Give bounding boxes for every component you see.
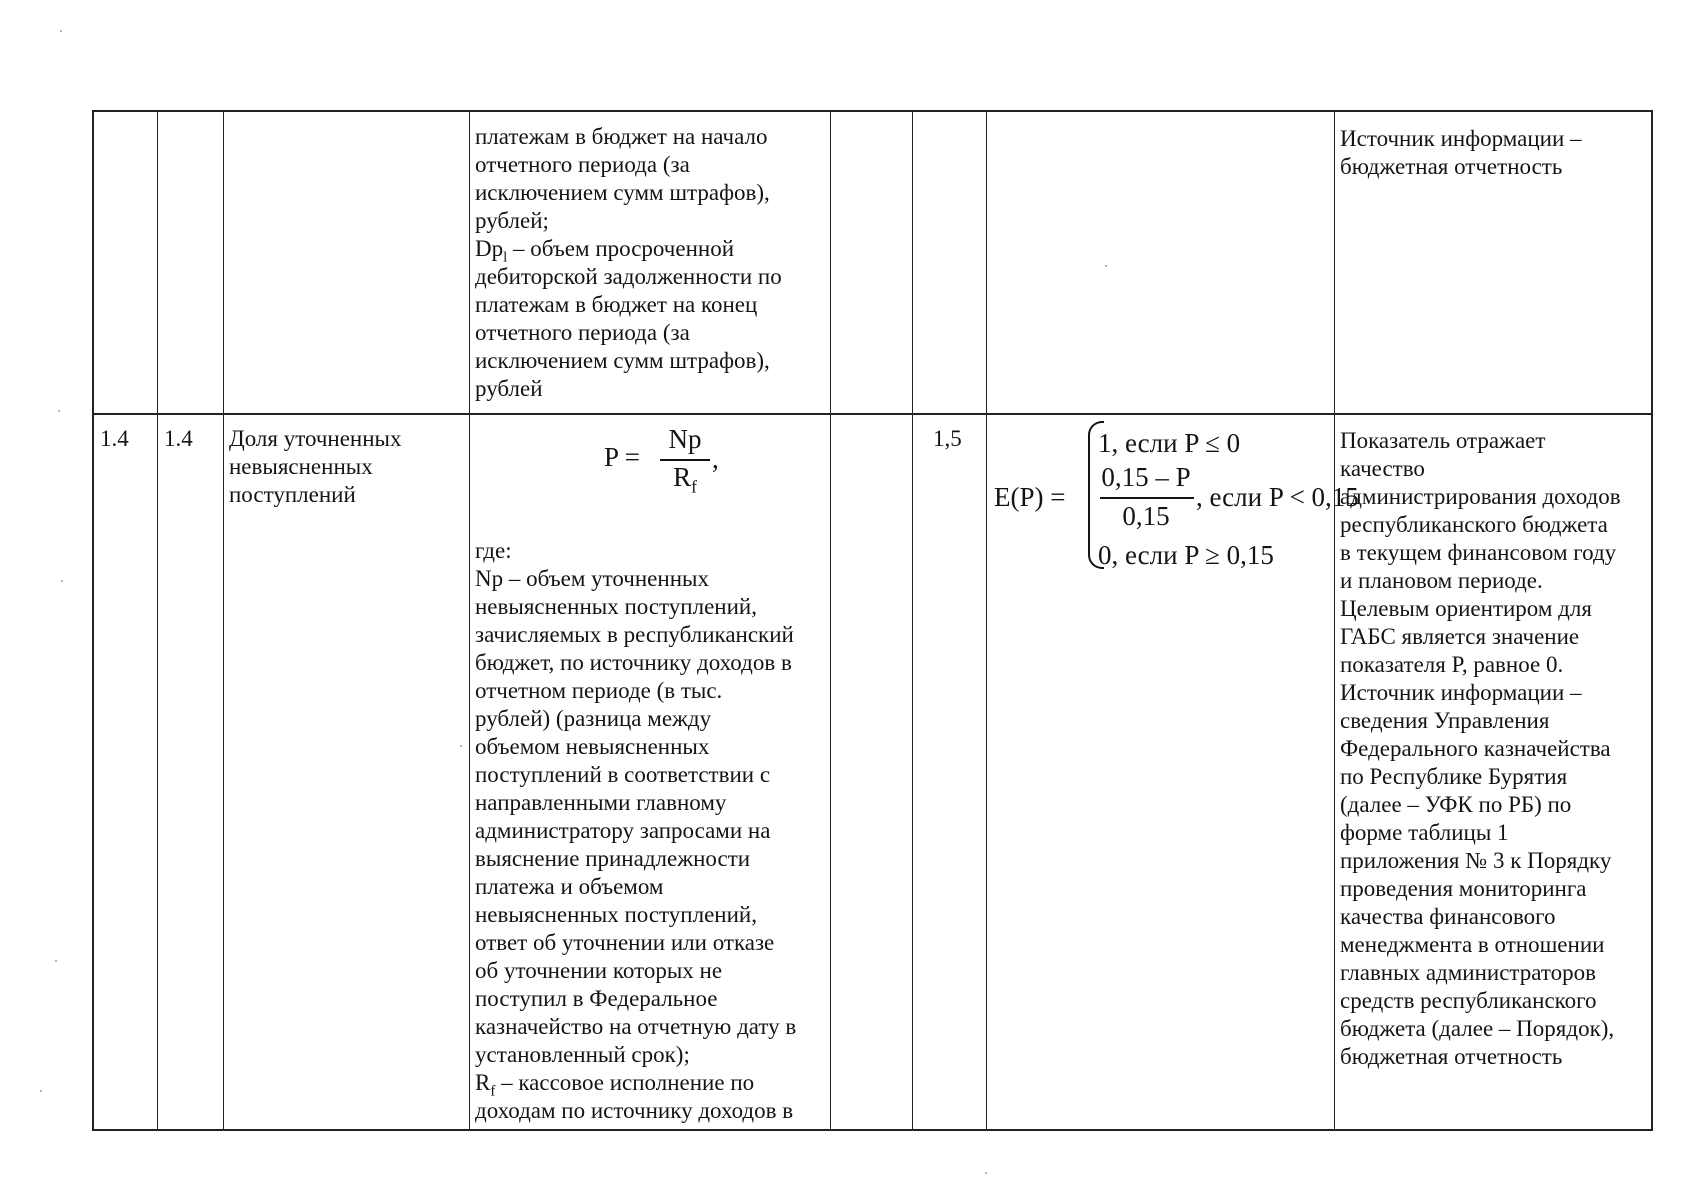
piecewise-case-2-denominator: 0,15 (1122, 501, 1170, 531)
piecewise-lhs: E(P) = (994, 482, 1066, 512)
formula-fraction-bar (660, 459, 710, 461)
column-divider-2 (223, 112, 224, 1129)
dp-subscript: l (503, 249, 508, 266)
row1-info-source: Источник информации – бюджетная отчетность (1340, 126, 1582, 179)
scan-speck (60, 30, 62, 32)
formula-lhs: P = (604, 442, 640, 472)
column-divider-7 (1334, 112, 1335, 1129)
column-divider-5 (912, 112, 913, 1129)
scan-speck (985, 1172, 987, 1174)
column-divider-3 (469, 112, 470, 1129)
piecewise-case-2-numerator: 0,15 – P (1101, 462, 1191, 492)
scan-speck (58, 410, 60, 412)
indicator-table (92, 110, 1653, 1131)
row2-index-1: 1.4 (100, 426, 129, 451)
row2-method-text: где: Np – объем уточненных невыясненных поступлений, зачисляемых в республиканский бюджет, по источнику доходов в отчетном периоде (в тыс. рублей) (разница между объемом невыясненных поступлений в соответствии с направленными главному администратору запросами на выяснение принадлежности платежа и объемом невыясненных поступлений, ответ об уточнении или отказе об уточнении которых не поступил в Федеральное казначейство на отчетную дату в установленный срок); (475, 538, 797, 1067)
piecewise-case-2-condition: , если P < 0,15 (1196, 482, 1359, 512)
dp-definition-text: – объем просроченной (507, 236, 735, 261)
dp-symbol: Dp (475, 236, 504, 261)
column-divider-6 (986, 112, 987, 1129)
denominator-base: R (673, 462, 692, 492)
rf-definition-text: – кассовое исполнение по доходам по источнику доходов в (475, 1070, 794, 1123)
row-divider (94, 413, 1651, 415)
column-divider-4 (830, 112, 831, 1129)
row2-description: Показатель отражает качество администрирования доходов республиканского бюджета в текущем финансовом году и плановом периоде. Целевым ориентиром для ГАБС является значение показателя P, равное 0. Источник информации – сведения Управления Федерального казначейства по Республике Бурятия (далее – УФК по РБ) по форме таблицы 1 приложения № 3 к Порядку проведения мониторинга качества финансового менеджмента в отношении главных администраторов средств республиканского бюджета (далее – Порядок), бюджетная отчетность (1340, 428, 1621, 1069)
row2-rf-definition (475, 1069, 825, 1125)
denominator-subscript: f (691, 476, 697, 497)
scan-speck (55, 960, 57, 962)
row2-weight: 1,5 (933, 426, 962, 451)
piecewise-case-2-fraction-bar (1100, 497, 1194, 499)
scan-speck (1105, 265, 1107, 267)
row1-method-text-continued: дебиторской задолженности по платежам в бюджет на конец отчетного периода (за исключением сумм штрафов), рублей (475, 264, 782, 401)
row1-dp-definition (475, 235, 825, 266)
piecewise-formula (988, 417, 1359, 577)
row1-method-text: платежам в бюджет на начало отчетного периода (за исключением сумм штрафов), рублей; (475, 124, 770, 233)
scan-speck (61, 580, 63, 582)
rf-symbol: R (475, 1070, 491, 1095)
formula-numerator: Np (668, 424, 702, 454)
formula-denominator (660, 462, 710, 497)
column-divider-1 (157, 112, 158, 1129)
piecewise-case-3: 0, если P ≥ 0,15 (1098, 540, 1274, 570)
row2-indicator-name: Доля уточненных невыясненных поступлений (229, 426, 402, 507)
scan-speck (460, 745, 462, 747)
row2-index-2: 1.4 (164, 426, 193, 451)
formula-trailing-comma: , (712, 444, 719, 474)
scan-speck (40, 1090, 42, 1092)
formula-p (475, 424, 825, 504)
piecewise-case-1: 1, если P ≤ 0 (1098, 428, 1241, 458)
rf-subscript: f (490, 1083, 496, 1100)
